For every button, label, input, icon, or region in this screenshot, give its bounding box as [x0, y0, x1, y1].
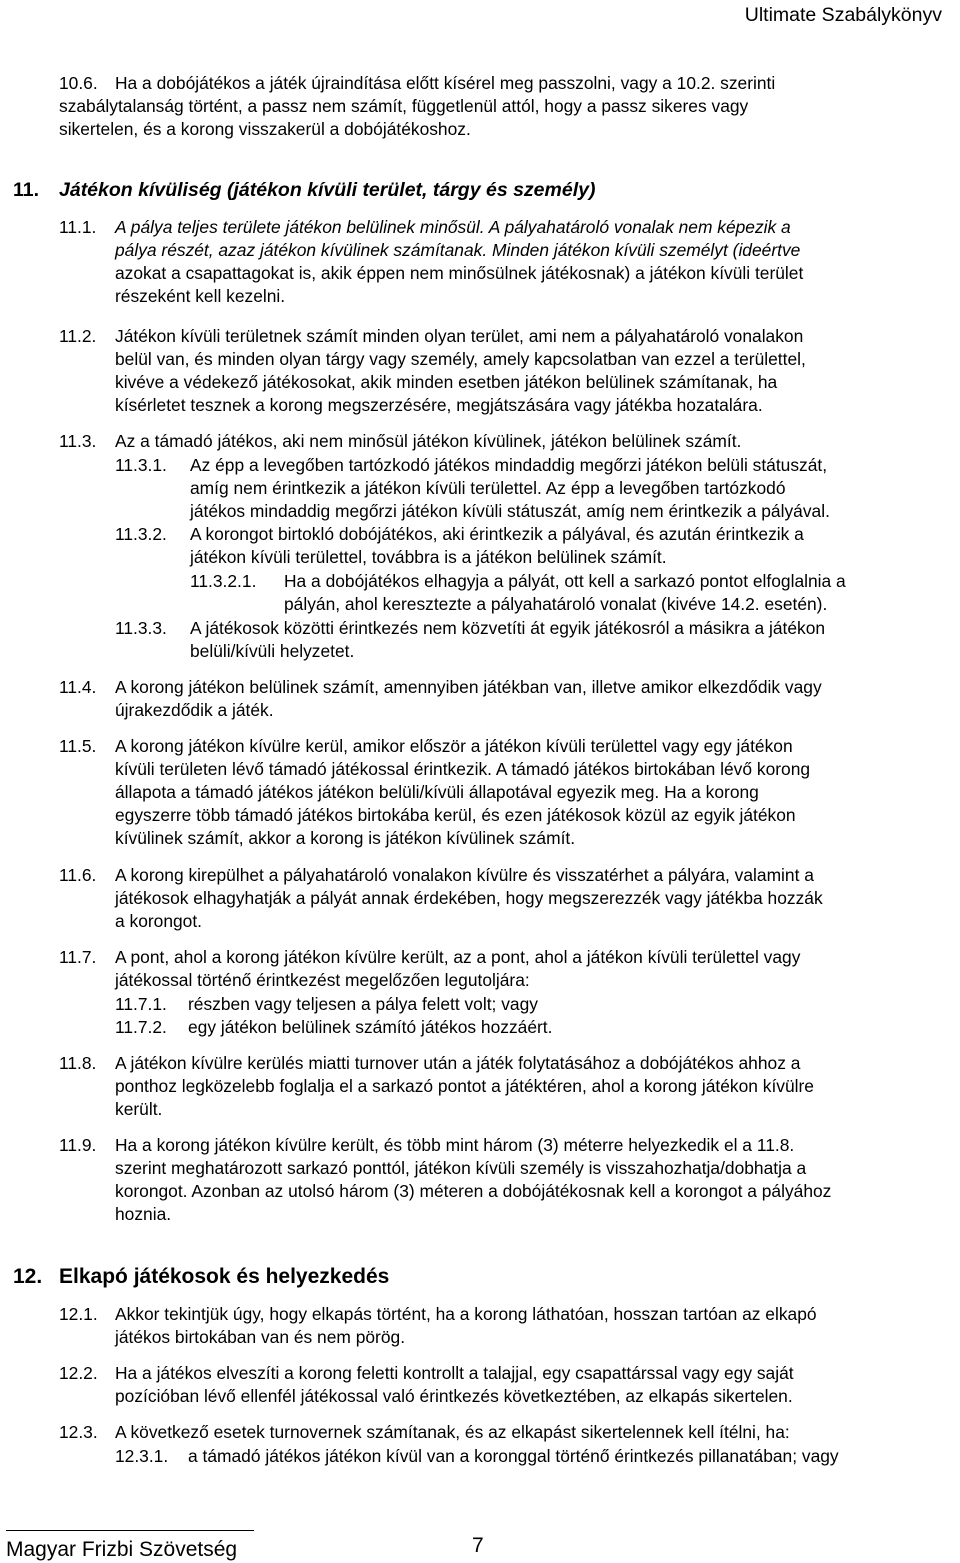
rule-text-line: A pont, ahol a korong játékon kívülre került, az a pont, ahol a játékon kívüli területtel vagy — [115, 947, 801, 967]
rule-text-line: pozícióban lévő ellenfél játékossal való érintkezés következtében, az elkapás sikertelen. — [115, 1386, 793, 1406]
rule-number: 11.5. — [59, 736, 97, 756]
rule-text-line: a korongot. — [115, 911, 203, 931]
rule-text-line: belül van, és minden olyan tárgy vagy személy, amely kapcsolatban van ezzel a területtel, — [115, 349, 806, 369]
rule-number: 11.2. — [59, 326, 97, 346]
section-title: Játékon kívüliség (játékon kívüli terület, tárgy és személy) — [59, 179, 596, 201]
rule-text-line: játékossal történő érintkezést megelőzően legutoljára: — [115, 970, 530, 990]
rule-text-line: A pálya teljes területe játékon belülinek minősül. A pályahatároló vonalak nem képezik a — [115, 217, 791, 237]
rule-text-line: részben vagy teljesen a pálya felett volt; vagy — [188, 994, 538, 1014]
rule-text-line: A korong játékon kívülre kerül, amikor először a játékon kívüli területtel vagy egy játékon — [115, 736, 793, 756]
footer-organization: Magyar Frizbi Szövetség — [6, 1538, 238, 1561]
rule-number: 11.7.2. — [115, 1017, 167, 1037]
rule-number: 11.7.1. — [115, 994, 167, 1014]
rule-text-line: játékos mindaddig megőrzi játékon kívüli státuszát, amíg nem érintkezik a pályával. — [190, 501, 830, 521]
rule-number: 12.3. — [59, 1422, 98, 1442]
rule-number: 11.3.1. — [115, 455, 167, 475]
rule-text-line: Játékon kívüli területnek számít minden olyan terület, ami nem a pályahatároló vonalakon — [115, 326, 804, 346]
rule-number: 11.3.3. — [115, 618, 167, 638]
rule-text-line: kívülinek számít, akkor a korong is játékon kívülinek számít. — [115, 828, 576, 848]
section-number: 11. — [13, 179, 40, 201]
rule-text-line: ponthoz legközelebb foglalja el a sarkazó pontot a játéktéren, ahol a korong játékon kívülre — [115, 1076, 814, 1096]
rule-text-line: A korong játékon belülinek számít, amennyiben játékban van, illetve amikor elkezdődik vagy — [115, 677, 822, 697]
rule-number: 12.3.1. — [115, 1446, 169, 1466]
rule-text-line: kívüli területen lévő támadó játékossal érintkezik. A támadó játékos birtokában lévő korong — [115, 759, 811, 779]
rule-number: 12.1. — [59, 1304, 98, 1324]
rule-text-line: Ha a korong játékon kívülre került, és több mint három (3) méterre helyezkedik el a 11.8. — [115, 1135, 795, 1155]
rule-text-line: sikertelen, és a korong visszakerül a dobójátékoshoz. — [59, 119, 471, 139]
rule-text-line: a támadó játékos játékon kívül van a koronggal történő érintkezés pillanatában; vagy — [188, 1446, 839, 1466]
rule-text-line: Ha a dobójátékos a játék újraindítása előtt kísérel meg passzolni, vagy a 10.2. szerinti — [115, 73, 776, 93]
rule-text-line: szabálytalanság történt, a passz nem számít, függetlenül attól, hogy a passz sikeres vagy — [59, 96, 749, 116]
rule-text-line: A korong kirepülhet a pályahatároló vonalakon kívülre és visszatérhet a pályára, valamint a — [115, 865, 814, 885]
rule-number: 11.1. — [59, 217, 97, 237]
rule-number: 11.3. — [59, 431, 97, 451]
rule-text-line: egy játékon belülinek számító játékos hozzáért. — [188, 1017, 553, 1037]
rule-text-line: egyszerre több támadó játékos birtokába kerül, és ezen játékosok közül az egyik játékon — [115, 805, 796, 825]
rule-number: 11.7. — [59, 947, 97, 967]
rule-number: 11.3.2.1. — [190, 571, 257, 591]
rule-text-line: újrakezdődik a játék. — [115, 700, 274, 720]
rule-number: 11.9. — [59, 1135, 97, 1155]
rule-text-line: belüli/kívüli helyzetet. — [190, 641, 355, 661]
rule-text-line: játékon kívüli területtel, továbbra is a játékon belülinek számít. — [190, 547, 667, 567]
rule-text-line: azokat a csapattagokat is, akik éppen nem minősülnek játékosnak) a játékon kívüli terület — [115, 263, 804, 283]
rule-number: 11.3.2. — [115, 524, 167, 544]
rule-text-line: A korongot birtokló dobójátékos, aki érintkezik a pályával, és azután érintkezik a — [190, 524, 804, 544]
rule-text-line: A következő esetek turnovernek számítanak, és az elkapást sikertelennek kell ítélni, ha: — [115, 1422, 790, 1442]
rule-text-line: amíg nem érintkezik a játékon kívüli területtel. Az épp a levegőben tartózkodó — [190, 478, 786, 498]
rule-text-line: korongot. Azonban az utolsó három (3) méteren a dobójátékosnak kell a korongot a pályához — [115, 1181, 832, 1201]
rule-text-line: játékos birtokában van és nem pörög. — [115, 1327, 406, 1347]
rule-text-line: részeként kell kezelni. — [115, 286, 286, 306]
rule-number: 10.6. — [59, 73, 98, 93]
rule-text-line: A játékon kívülre kerülés miatti turnover után a játék folytatásához a dobójátékos ahhoz a — [115, 1053, 801, 1073]
rule-text-line: kivéve a védekező játékosokat, akik minden esetben játékon belülinek számítanak, ha — [115, 372, 778, 392]
rule-text-line: játékosok elhagyhatják a pályát annak érdekében, hogy megszerezzék vagy játékba hozzák — [115, 888, 823, 908]
rule-text-line: kísérletet tesznek a korong megszerzésére, megjátszására vagy játékba hozatalára. — [115, 395, 763, 415]
rule-text-line: pályán, ahol keresztezte a pályahatároló vonalat (kivéve 14.2. esetén). — [284, 594, 828, 614]
rule-text-line: Ha a játékos elveszíti a korong feletti kontrollt a talajjal, egy csapattárssal vagy egy saját — [115, 1363, 794, 1383]
rule-number: 11.8. — [59, 1053, 97, 1073]
section-title: Elkapó játékosok és helyezkedés — [59, 1265, 390, 1288]
page-number: 7 — [472, 1534, 484, 1557]
rule-text-line: Az épp a levegőben tartózkodó játékos mindaddig megőrzi játékon belüli státuszát, — [190, 455, 828, 475]
rule-number: 12.2. — [59, 1363, 98, 1383]
rule-text-line: A játékosok közötti érintkezés nem közvetíti át egyik játékosról a másikra a játékon — [190, 618, 826, 638]
footer-divider — [6, 1530, 254, 1531]
rule-text-line: állapota a támadó játékos játékon belüli/kívüli állapotával egyezik meg. Ha a korong — [115, 782, 759, 802]
rule-text-line: hoznia. — [115, 1204, 172, 1224]
rule-text-line: került. — [115, 1099, 163, 1119]
header-title: Ultimate Szabálykönyv — [744, 4, 942, 26]
rule-number: 11.6. — [59, 865, 97, 885]
rule-text-line: Akkor tekintjük úgy, hogy elkapás történt, ha a korong láthatóan, hosszan tartóan az elkapó — [115, 1304, 817, 1324]
rule-text-line: szerint meghatározott sarkazó ponttól, játékon kívüli személy is visszahozhatja/dobhatja a — [115, 1158, 807, 1178]
rule-text-line: pálya részét, azaz játékon kívülinek számítanak. Minden játékon kívüli személyt (ideértve — [115, 240, 801, 260]
rule-number: 11.4. — [59, 677, 97, 697]
rule-text-line: Ha a dobójátékos elhagyja a pályát, ott kell a sarkazó pontot elfoglalnia a — [284, 571, 846, 591]
section-number: 12. — [13, 1265, 43, 1288]
rule-text-line: Az a támadó játékos, aki nem minősül játékon kívülinek, játékon belülinek számít. — [115, 431, 742, 451]
